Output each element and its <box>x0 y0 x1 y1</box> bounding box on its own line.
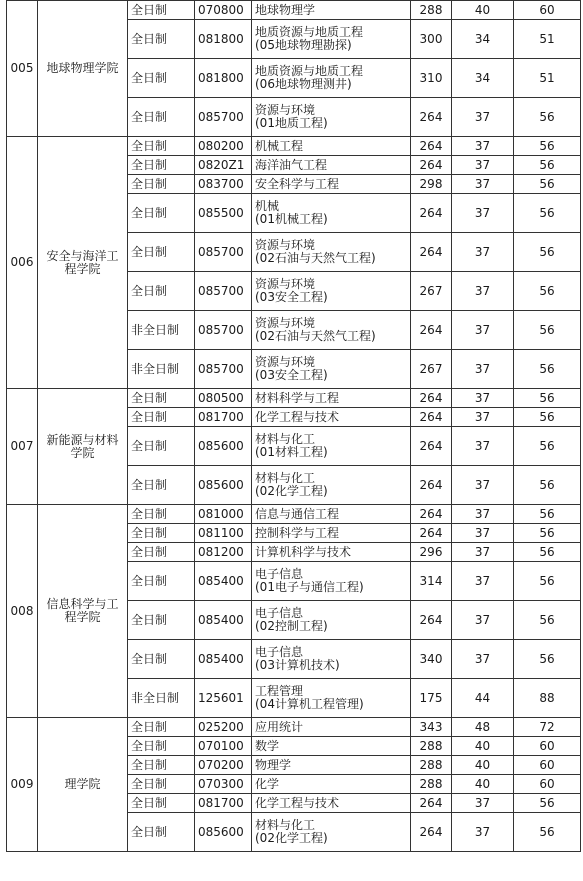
major-name-cell <box>252 601 411 640</box>
major-name: 材料科学与工程 <box>255 390 340 405</box>
subject-score-cell-1: 37 <box>452 233 514 272</box>
subject-score-cell-2: 56 <box>514 794 581 813</box>
subject-score-cell-2: 56 <box>514 408 581 427</box>
subject-score-cell-1: 37 <box>452 156 514 175</box>
subject-score-cell-1: 48 <box>452 718 514 737</box>
subject-score-cell-2: 51 <box>514 59 581 98</box>
major-name-cell <box>252 679 411 718</box>
major-name: 物理学 <box>255 757 292 772</box>
college-code-cell: 006 <box>7 137 38 389</box>
major-name-cell <box>252 562 411 601</box>
subject-score-cell-1: 37 <box>452 601 514 640</box>
subject-score-cell-1: 34 <box>452 59 514 98</box>
study-mode-cell: 全日制 <box>128 601 195 640</box>
study-mode-cell: 全日制 <box>128 427 195 466</box>
major-code-cell: 085600 <box>195 813 252 852</box>
major-name: 资源与环境 <box>255 355 316 369</box>
total-score-cell: 264 <box>411 194 452 233</box>
major-name-cell <box>252 350 411 389</box>
major-code-cell: 070800 <box>195 1 252 20</box>
subject-score-cell-1: 37 <box>452 194 514 233</box>
subject-score-cell-2: 56 <box>514 156 581 175</box>
major-code-cell: 080500 <box>195 389 252 408</box>
major-name: 安全科学与工程 <box>255 176 340 191</box>
subject-score-cell-1: 37 <box>452 350 514 389</box>
subject-score-cell-2: 56 <box>514 505 581 524</box>
total-score-cell: 264 <box>411 466 452 505</box>
table-row <box>7 505 581 524</box>
study-mode-cell: 全日制 <box>128 543 195 562</box>
subject-score-cell-1: 40 <box>452 775 514 794</box>
study-mode-cell: 全日制 <box>128 98 195 137</box>
subject-score-cell-2: 56 <box>514 640 581 679</box>
study-mode-cell: 全日制 <box>128 524 195 543</box>
subject-score-cell-2: 56 <box>514 137 581 156</box>
major-direction: (01地质工程) <box>255 116 328 130</box>
total-score-cell: 264 <box>411 98 452 137</box>
major-name-cell <box>252 175 411 194</box>
major-name: 电子信息 <box>255 606 304 620</box>
study-mode-cell: 非全日制 <box>128 311 195 350</box>
major-code-cell: 081700 <box>195 794 252 813</box>
total-score-cell: 264 <box>411 137 452 156</box>
study-mode-cell: 全日制 <box>128 194 195 233</box>
total-score-cell: 264 <box>411 156 452 175</box>
study-mode-cell: 全日制 <box>128 813 195 852</box>
subject-score-cell-1: 37 <box>452 389 514 408</box>
major-name: 控制科学与工程 <box>255 525 340 540</box>
total-score-cell: 288 <box>411 775 452 794</box>
study-mode-cell: 全日制 <box>128 640 195 679</box>
study-mode-cell: 全日制 <box>128 20 195 59</box>
major-name-cell <box>252 543 411 562</box>
study-mode-cell: 全日制 <box>128 389 195 408</box>
major-name: 地质资源与地质工程 <box>255 64 364 78</box>
major-code-cell: 085700 <box>195 350 252 389</box>
major-code-cell: 085400 <box>195 601 252 640</box>
subject-score-cell-1: 37 <box>452 466 514 505</box>
major-name: 计算机科学与技术 <box>255 544 352 559</box>
major-name-cell <box>252 156 411 175</box>
subject-score-cell-2: 60 <box>514 737 581 756</box>
major-name-cell <box>252 524 411 543</box>
subject-score-cell-2: 51 <box>514 20 581 59</box>
subject-score-cell-2: 56 <box>514 272 581 311</box>
total-score-cell: 264 <box>411 813 452 852</box>
major-name: 数学 <box>255 738 280 753</box>
total-score-cell: 264 <box>411 311 452 350</box>
subject-score-cell-1: 40 <box>452 737 514 756</box>
major-direction: (06地球物理测井) <box>255 77 352 91</box>
major-direction: (02化学工程) <box>255 484 328 498</box>
study-mode-cell: 全日制 <box>128 737 195 756</box>
major-name: 信息与通信工程 <box>255 506 340 521</box>
major-name: 材料与化工 <box>255 471 316 485</box>
major-code-cell: 085600 <box>195 427 252 466</box>
major-code-cell: 083700 <box>195 175 252 194</box>
total-score-cell: 264 <box>411 601 452 640</box>
subject-score-cell-1: 40 <box>452 756 514 775</box>
study-mode-cell: 全日制 <box>128 137 195 156</box>
major-code-cell: 081700 <box>195 408 252 427</box>
subject-score-cell-2: 60 <box>514 775 581 794</box>
study-mode-cell: 全日制 <box>128 408 195 427</box>
study-mode-cell: 全日制 <box>128 233 195 272</box>
major-direction: (03安全工程) <box>255 290 328 304</box>
major-name-cell <box>252 813 411 852</box>
major-name-cell <box>252 408 411 427</box>
major-name: 工程管理 <box>255 684 304 698</box>
total-score-cell: 264 <box>411 524 452 543</box>
study-mode-cell: 全日制 <box>128 466 195 505</box>
subject-score-cell-1: 37 <box>452 640 514 679</box>
subject-score-cell-1: 37 <box>452 813 514 852</box>
major-name-cell <box>252 756 411 775</box>
major-name-cell <box>252 98 411 137</box>
subject-score-cell-2: 60 <box>514 756 581 775</box>
subject-score-cell-2: 88 <box>514 679 581 718</box>
subject-score-cell-1: 37 <box>452 794 514 813</box>
major-code-cell: 080200 <box>195 137 252 156</box>
major-name-cell <box>252 427 411 466</box>
subject-score-cell-2: 56 <box>514 813 581 852</box>
study-mode-cell: 全日制 <box>128 775 195 794</box>
study-mode-cell: 全日制 <box>128 175 195 194</box>
total-score-cell: 267 <box>411 350 452 389</box>
subject-score-cell-2: 56 <box>514 389 581 408</box>
subject-score-cell-2: 56 <box>514 601 581 640</box>
total-score-cell: 267 <box>411 272 452 311</box>
major-direction: (05地球物理勘探) <box>255 38 352 52</box>
major-name-cell <box>252 505 411 524</box>
major-code-cell: 070300 <box>195 775 252 794</box>
major-name: 地质资源与地质工程 <box>255 25 364 39</box>
score-table <box>6 0 581 852</box>
major-direction: (03安全工程) <box>255 368 328 382</box>
study-mode-cell: 非全日制 <box>128 679 195 718</box>
major-code-cell: 125601 <box>195 679 252 718</box>
study-mode-cell: 全日制 <box>128 794 195 813</box>
major-name: 机械 <box>255 199 280 213</box>
total-score-cell: 264 <box>411 408 452 427</box>
total-score-cell: 264 <box>411 389 452 408</box>
subject-score-cell-1: 37 <box>452 98 514 137</box>
subject-score-cell-1: 40 <box>452 1 514 20</box>
study-mode-cell: 非全日制 <box>128 350 195 389</box>
major-name: 资源与环境 <box>255 238 316 252</box>
subject-score-cell-2: 60 <box>514 1 581 20</box>
major-code-cell: 085700 <box>195 98 252 137</box>
table-row <box>7 389 581 408</box>
college-code-cell: 008 <box>7 505 38 718</box>
major-direction: (02控制工程) <box>255 619 328 633</box>
subject-score-cell-1: 37 <box>452 562 514 601</box>
major-name: 化学工程与技术 <box>255 409 340 424</box>
major-name: 材料与化工 <box>255 818 316 832</box>
major-code-cell: 085400 <box>195 562 252 601</box>
college-name-cell: 安全与海洋工程学院 <box>38 137 128 389</box>
major-direction: (01电子与通信工程) <box>255 580 364 594</box>
table-row <box>7 137 581 156</box>
subject-score-cell-1: 37 <box>452 505 514 524</box>
major-code-cell: 081800 <box>195 59 252 98</box>
subject-score-cell-2: 56 <box>514 427 581 466</box>
total-score-cell: 296 <box>411 543 452 562</box>
college-code-cell: 009 <box>7 718 38 852</box>
study-mode-cell: 全日制 <box>128 272 195 311</box>
total-score-cell: 298 <box>411 175 452 194</box>
major-name-cell <box>252 194 411 233</box>
subject-score-cell-1: 37 <box>452 524 514 543</box>
subject-score-cell-1: 37 <box>452 427 514 466</box>
study-mode-cell: 全日制 <box>128 562 195 601</box>
major-name-cell <box>252 718 411 737</box>
study-mode-cell: 全日制 <box>128 505 195 524</box>
subject-score-cell-2: 56 <box>514 311 581 350</box>
major-name-cell <box>252 20 411 59</box>
study-mode-cell: 全日制 <box>128 756 195 775</box>
major-direction: (02石油与天然气工程) <box>255 329 376 343</box>
major-direction: (02石油与天然气工程) <box>255 251 376 265</box>
major-code-cell: 085500 <box>195 194 252 233</box>
major-direction: (02化学工程) <box>255 831 328 845</box>
major-name: 资源与环境 <box>255 316 316 330</box>
major-code-cell: 081000 <box>195 505 252 524</box>
major-name: 电子信息 <box>255 567 304 581</box>
subject-score-cell-1: 37 <box>452 543 514 562</box>
college-name-cell: 理学院 <box>38 718 128 852</box>
study-mode-cell: 全日制 <box>128 1 195 20</box>
total-score-cell: 264 <box>411 427 452 466</box>
total-score-cell: 300 <box>411 20 452 59</box>
major-code-cell: 081100 <box>195 524 252 543</box>
major-name: 电子信息 <box>255 645 304 659</box>
total-score-cell: 264 <box>411 233 452 272</box>
major-name: 应用统计 <box>255 719 304 734</box>
subject-score-cell-1: 37 <box>452 137 514 156</box>
major-code-cell: 0820Z1 <box>195 156 252 175</box>
major-direction: (01机械工程) <box>255 212 328 226</box>
subject-score-cell-2: 56 <box>514 98 581 137</box>
major-name-cell <box>252 737 411 756</box>
subject-score-cell-2: 56 <box>514 194 581 233</box>
total-score-cell: 288 <box>411 1 452 20</box>
major-name-cell <box>252 794 411 813</box>
major-name-cell <box>252 272 411 311</box>
total-score-cell: 288 <box>411 756 452 775</box>
major-name-cell <box>252 233 411 272</box>
subject-score-cell-2: 56 <box>514 562 581 601</box>
college-name-cell: 地球物理学院 <box>38 1 128 137</box>
total-score-cell: 288 <box>411 737 452 756</box>
college-name-cell: 信息科学与工程学院 <box>38 505 128 718</box>
major-name-cell <box>252 137 411 156</box>
total-score-cell: 340 <box>411 640 452 679</box>
major-code-cell: 081800 <box>195 20 252 59</box>
subject-score-cell-1: 44 <box>452 679 514 718</box>
major-name: 海洋油气工程 <box>255 157 328 172</box>
subject-score-cell-2: 72 <box>514 718 581 737</box>
subject-score-cell-2: 56 <box>514 524 581 543</box>
major-name: 化学 <box>255 776 280 791</box>
major-name-cell <box>252 389 411 408</box>
table-row <box>7 1 581 20</box>
subject-score-cell-1: 37 <box>452 175 514 194</box>
college-name-cell: 新能源与材料学院 <box>38 389 128 505</box>
major-code-cell: 070100 <box>195 737 252 756</box>
study-mode-cell: 全日制 <box>128 59 195 98</box>
major-name: 资源与环境 <box>255 277 316 291</box>
major-name: 地球物理学 <box>255 2 316 17</box>
major-name-cell <box>252 59 411 98</box>
subject-score-cell-2: 56 <box>514 350 581 389</box>
major-code-cell: 081200 <box>195 543 252 562</box>
total-score-cell: 264 <box>411 794 452 813</box>
major-direction: (03计算机技术) <box>255 658 340 672</box>
subject-score-cell-1: 37 <box>452 408 514 427</box>
table-row <box>7 718 581 737</box>
subject-score-cell-2: 56 <box>514 466 581 505</box>
total-score-cell: 310 <box>411 59 452 98</box>
study-mode-cell: 全日制 <box>128 718 195 737</box>
college-code-cell: 007 <box>7 389 38 505</box>
study-mode-cell: 全日制 <box>128 156 195 175</box>
college-code-cell: 005 <box>7 1 38 137</box>
major-name-cell <box>252 1 411 20</box>
major-code-cell: 085700 <box>195 272 252 311</box>
subject-score-cell-2: 56 <box>514 233 581 272</box>
major-direction: (04计算机工程管理) <box>255 697 364 711</box>
total-score-cell: 264 <box>411 505 452 524</box>
subject-score-cell-2: 56 <box>514 175 581 194</box>
subject-score-cell-1: 37 <box>452 272 514 311</box>
major-code-cell: 085400 <box>195 640 252 679</box>
major-name: 资源与环境 <box>255 103 316 117</box>
major-name: 机械工程 <box>255 138 304 153</box>
subject-score-cell-1: 37 <box>452 311 514 350</box>
major-name: 材料与化工 <box>255 432 316 446</box>
major-code-cell: 085600 <box>195 466 252 505</box>
major-code-cell: 085700 <box>195 311 252 350</box>
major-code-cell: 025200 <box>195 718 252 737</box>
total-score-cell: 343 <box>411 718 452 737</box>
major-direction: (01材料工程) <box>255 445 328 459</box>
subject-score-cell-2: 56 <box>514 543 581 562</box>
major-code-cell: 085700 <box>195 233 252 272</box>
major-name-cell <box>252 466 411 505</box>
total-score-cell: 314 <box>411 562 452 601</box>
table-body <box>7 1 581 852</box>
major-name-cell <box>252 311 411 350</box>
total-score-cell: 175 <box>411 679 452 718</box>
major-code-cell: 070200 <box>195 756 252 775</box>
major-name-cell <box>252 775 411 794</box>
major-name: 化学工程与技术 <box>255 795 340 810</box>
subject-score-cell-1: 34 <box>452 20 514 59</box>
major-name-cell <box>252 640 411 679</box>
